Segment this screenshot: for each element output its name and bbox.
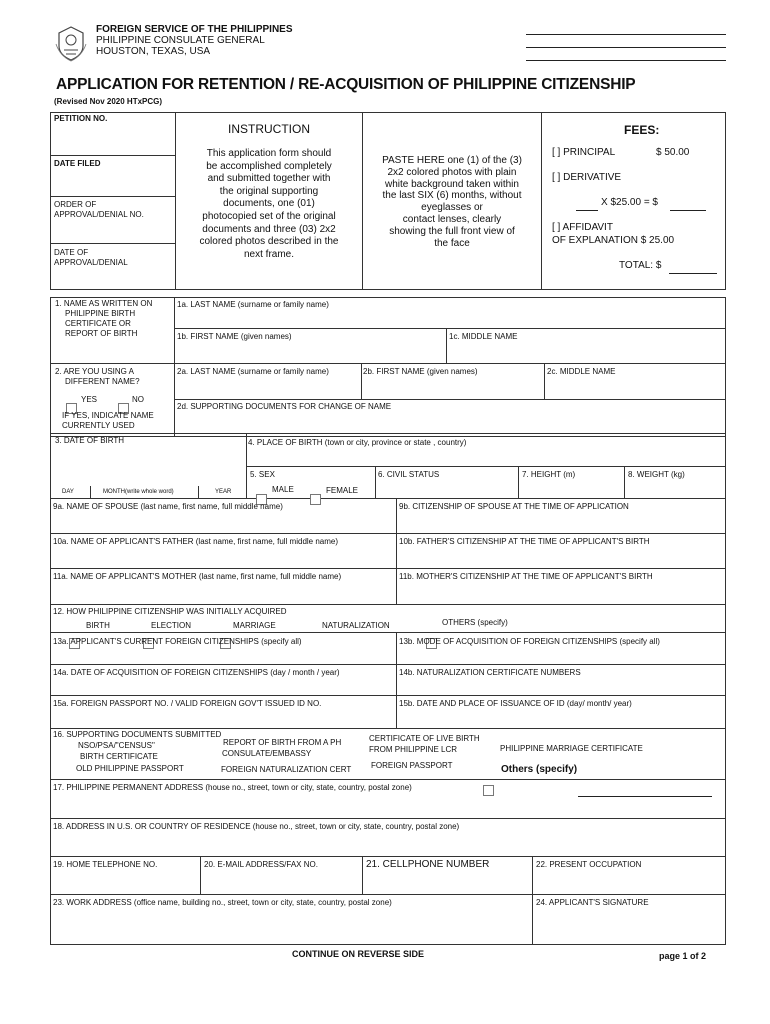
f8-weight-label: 8. WEIGHT (kg) (628, 470, 685, 479)
f16-clb-label-2: FROM PHILIPPINE LCR (369, 745, 458, 754)
f15b-date-place-issuance-label: 15b. DATE AND PLACE OF ISSUANCE OF ID (day/ month/ year) (399, 699, 632, 708)
fee-total-line (669, 273, 717, 274)
form-title: APPLICATION FOR RETENTION / RE-ACQUISITION OF PHILIPPINE CITIZENSHIP (56, 76, 636, 93)
order-approval-label-2: APPROVAL/DENIAL NO. (54, 210, 144, 219)
f16-nso-label-2: BIRTH CERTIFICATE (80, 752, 158, 761)
f2d-supporting-docs-label: 2d. SUPPORTING DOCUMENTS FOR CHANGE OF NAME (177, 402, 392, 411)
f2-ifyes-label-2: CURRENTLY USED (62, 421, 135, 430)
continue-note: CONTINUE ON REVERSE SIDE (292, 949, 425, 959)
f3-month-label: MONTH(write whole word) (103, 489, 174, 495)
f1-label-2: PHILIPPINE BIRTH (65, 309, 136, 318)
f21-cellphone-label: 21. CELLPHONE NUMBER (366, 859, 490, 870)
f16-rob-label-2: CONSULATE/EMBASSY (222, 749, 312, 758)
photo-line: eyeglasses or (421, 202, 483, 214)
order-approval-label-1: ORDER OF (54, 200, 97, 209)
f23-work-address-label: 23. WORK ADDRESS (office name, building no., street, town or city, state, country, postal zone) (53, 898, 392, 907)
instruction-line: photocopied set of the original (202, 210, 336, 222)
date-filed-label: DATE FILED (54, 159, 101, 168)
f16-supporting-docs-label: 16. SUPPORTING DOCUMENTS SUBMITTED (53, 730, 222, 739)
f11b-mother-citizenship-label: 11b. MOTHER'S CITIZENSHIP AT THE TIME OF APPLICANT'S BIRTH (399, 572, 653, 581)
f1c-middle-name-label: 1c. MIDDLE NAME (449, 332, 518, 341)
f17-ph-address-label: 17. PHILIPPINE PERMANENT ADDRESS (house no., street, town or city, state, country, postal zone) (53, 783, 412, 792)
instruction-heading: INSTRUCTION (228, 122, 310, 136)
f12-election-label: ELECTION (151, 621, 192, 630)
f1b-first-name-label: 1b. FIRST NAME (given names) (177, 332, 292, 341)
photo-line: showing the full front view of (389, 225, 515, 237)
header-block (96, 24, 293, 57)
f13a-foreign-citizenships-label: 13a. APPLICANT'S CURRENT FOREIGN CITIZENSHIPS (specify all) (53, 637, 302, 646)
f10a-father-name-label: 10a. NAME OF APPLICANT'S FATHER (last name, first name, full middle name) (53, 537, 339, 546)
derivative-total-line (670, 210, 706, 211)
instruction-line: This application form should (206, 148, 332, 159)
f13b-mode-acquisition-label: 13b. MODE OF ACQUISITION OF FOREIGN CITIZENSHIPS (specify all) (399, 637, 660, 646)
f10b-father-citizenship-label: 10b. FATHER'S CITIZENSHIP AT THE TIME OF APPLICANT'S BIRTH (399, 537, 650, 546)
f16-others-checkbox[interactable] (483, 785, 494, 796)
f1-label-3: CERTIFICATE OR (65, 319, 131, 328)
instruction-line: be accomplished completely (206, 160, 332, 172)
f6-civil-status-label: 6. CIVIL STATUS (378, 470, 440, 479)
revision-note: (Revised Nov 2020 HTxPCG) (54, 97, 163, 106)
philippine-seal-icon (54, 24, 88, 62)
instruction-text (178, 148, 360, 261)
f16-marriage-cert-label: PHILIPPINE MARRIAGE CERTIFICATE (500, 744, 643, 753)
f5-male-label: MALE (272, 485, 294, 494)
f5-sex-label: 5. SEX (250, 470, 275, 479)
header-line-3 (526, 60, 726, 61)
instruction-line: documents, one (01) (223, 198, 315, 210)
f3-dob-label: 3. DATE OF BIRTH (55, 436, 125, 445)
f16-rob-label-1: REPORT OF BIRTH FROM A PH (223, 738, 342, 747)
f18-residence-address-label: 18. ADDRESS IN U.S. OR COUNTRY OF RESIDENCE (house no., street, town or city, state, country, postal zone) (53, 822, 460, 831)
photo-paste-area (364, 155, 540, 249)
fee-total-label: TOTAL: $ (619, 260, 662, 271)
f2-label-2: DIFFERENT NAME? (65, 377, 140, 386)
f2c-middle-name-label: 2c. MIDDLE NAME (547, 367, 616, 376)
date-approval-label-1: DATE OF (54, 248, 89, 257)
f4-place-of-birth-label: 4. PLACE OF BIRTH (town or city, province or state , country) (248, 438, 467, 447)
fees-heading: FEES: (624, 123, 660, 137)
f16-foreign-passport-label: FOREIGN PASSPORT (371, 761, 453, 770)
f2-label-1: 2. ARE YOU USING A (55, 367, 134, 376)
f5-female-checkbox[interactable] (310, 494, 321, 505)
f12-naturalization-label: NATURALIZATION (322, 621, 390, 630)
f1-label-4: REPORT OF BIRTH (65, 329, 138, 338)
fee-affidavit-1: [ ] AFFIDAVIT (552, 222, 613, 233)
fee-principal: [ ] PRINCIPAL (552, 147, 616, 158)
header-line-1 (526, 34, 726, 35)
f19-home-phone-label: 19. HOME TELEPHONE NO. (53, 860, 158, 869)
instruction-line: colored photos described in the (199, 236, 339, 248)
photo-line: 2x2 colored photos with plain (387, 166, 517, 178)
consulate-name: PHILIPPINE CONSULATE GENERAL (96, 35, 265, 46)
instruction-line: the original supporting (219, 185, 319, 197)
f2-ifyes-label-1: IF YES, INDICATE NAME (62, 411, 154, 420)
f16-old-passport-label: OLD PHILIPPINE PASSPORT (76, 764, 184, 773)
f24-signature-label: 24. APPLICANT'S SIGNATURE (536, 898, 649, 907)
instruction-line: and submitted together with (207, 173, 331, 185)
f3-day-label: DAY (62, 489, 74, 495)
petition-no-label: PETITION NO. (54, 114, 108, 123)
instruction-line: documents and three (03) 2x2 (202, 223, 336, 235)
photo-line: the face (434, 237, 470, 249)
f12-label: 12. HOW PHILIPPINE CITIZENSHIP WAS INITIALLY ACQUIRED (53, 607, 287, 616)
fee-affidavit-2: OF EXPLANATION $ 25.00 (552, 235, 675, 246)
photo-line: white background taken within (385, 178, 519, 190)
f5-female-label: FEMALE (326, 486, 359, 495)
f16-clb-label-1: CERTIFICATE OF LIVE BIRTH (369, 734, 480, 743)
f14b-naturalization-cert-label: 14b. NATURALIZATION CERTIFICATE NUMBERS (399, 668, 581, 677)
f2-yes-label: YES (81, 395, 98, 404)
f9b-spouse-citizenship-label: 9b. CITIZENSHIP OF SPOUSE AT THE TIME OF APPLICATION (399, 502, 629, 511)
f9a-spouse-name-label: 9a. NAME OF SPOUSE (last name, first name, full middle name) (53, 502, 283, 511)
f20-email-fax-label: 20. E-MAIL ADDRESS/FAX NO. (204, 860, 318, 869)
f22-occupation-label: 22. PRESENT OCCUPATION (536, 860, 642, 869)
f2-no-label: NO (132, 395, 144, 404)
photo-line: the last SIX (6) months, without (382, 190, 522, 202)
f15a-passport-no-label: 15a. FOREIGN PASSPORT NO. / VALID FOREIGN GOV'T ISSUED ID NO. (53, 699, 322, 708)
fee-derivative-calc: X $25.00 = $ (601, 197, 658, 208)
photo-line: PASTE HERE one (1) of the (3) (382, 155, 522, 166)
photo-line: contact lenses, clearly (402, 213, 502, 225)
f12-others-label: OTHERS (specify) (442, 618, 508, 627)
f16-others-specify-line (578, 796, 712, 797)
f3-year-label: YEAR (215, 489, 232, 495)
header-line-2 (526, 47, 726, 48)
f16-nso-label-1: NSO/PSA/"CENSUS" (78, 741, 155, 750)
f11a-mother-name-label: 11a. NAME OF APPLICANT'S MOTHER (last name, first name, full middle name) (53, 572, 342, 581)
fee-principal-amount: $ 50.00 (656, 147, 690, 158)
f2b-first-name-label: 2b. FIRST NAME (given names) (363, 367, 478, 376)
derivative-count-line (576, 210, 598, 211)
date-approval-label-2: APPROVAL/DENIAL (54, 258, 128, 267)
f7-height-label: 7. HEIGHT (m) (522, 470, 576, 479)
f12-birth-label: BIRTH (86, 621, 110, 630)
f14a-date-acquisition-label: 14a. DATE OF ACQUISITION OF FOREIGN CITIZENSHIPS (day / month / year) (53, 668, 340, 677)
f1a-last-name-label: 1a. LAST NAME (surname or family name) (177, 300, 329, 309)
f16-others-label: Others (specify) (501, 764, 578, 775)
fee-derivative: [ ] DERIVATIVE (552, 172, 622, 183)
instruction-line: next frame. (243, 248, 295, 260)
consulate-location: HOUSTON, TEXAS, USA (96, 46, 211, 57)
page-number: page 1 of 2 (659, 951, 707, 961)
f1-label-1: 1. NAME AS WRITTEN ON (55, 299, 153, 308)
org-name: FOREIGN SERVICE OF THE PHILIPPINES (96, 24, 293, 35)
f12-marriage-label: MARRIAGE (233, 621, 276, 630)
f16-foreign-nat-cert-label: FOREIGN NATURALIZATION CERT (221, 765, 352, 774)
f2a-last-name-label: 2a. LAST NAME (surname or family name) (177, 367, 329, 376)
